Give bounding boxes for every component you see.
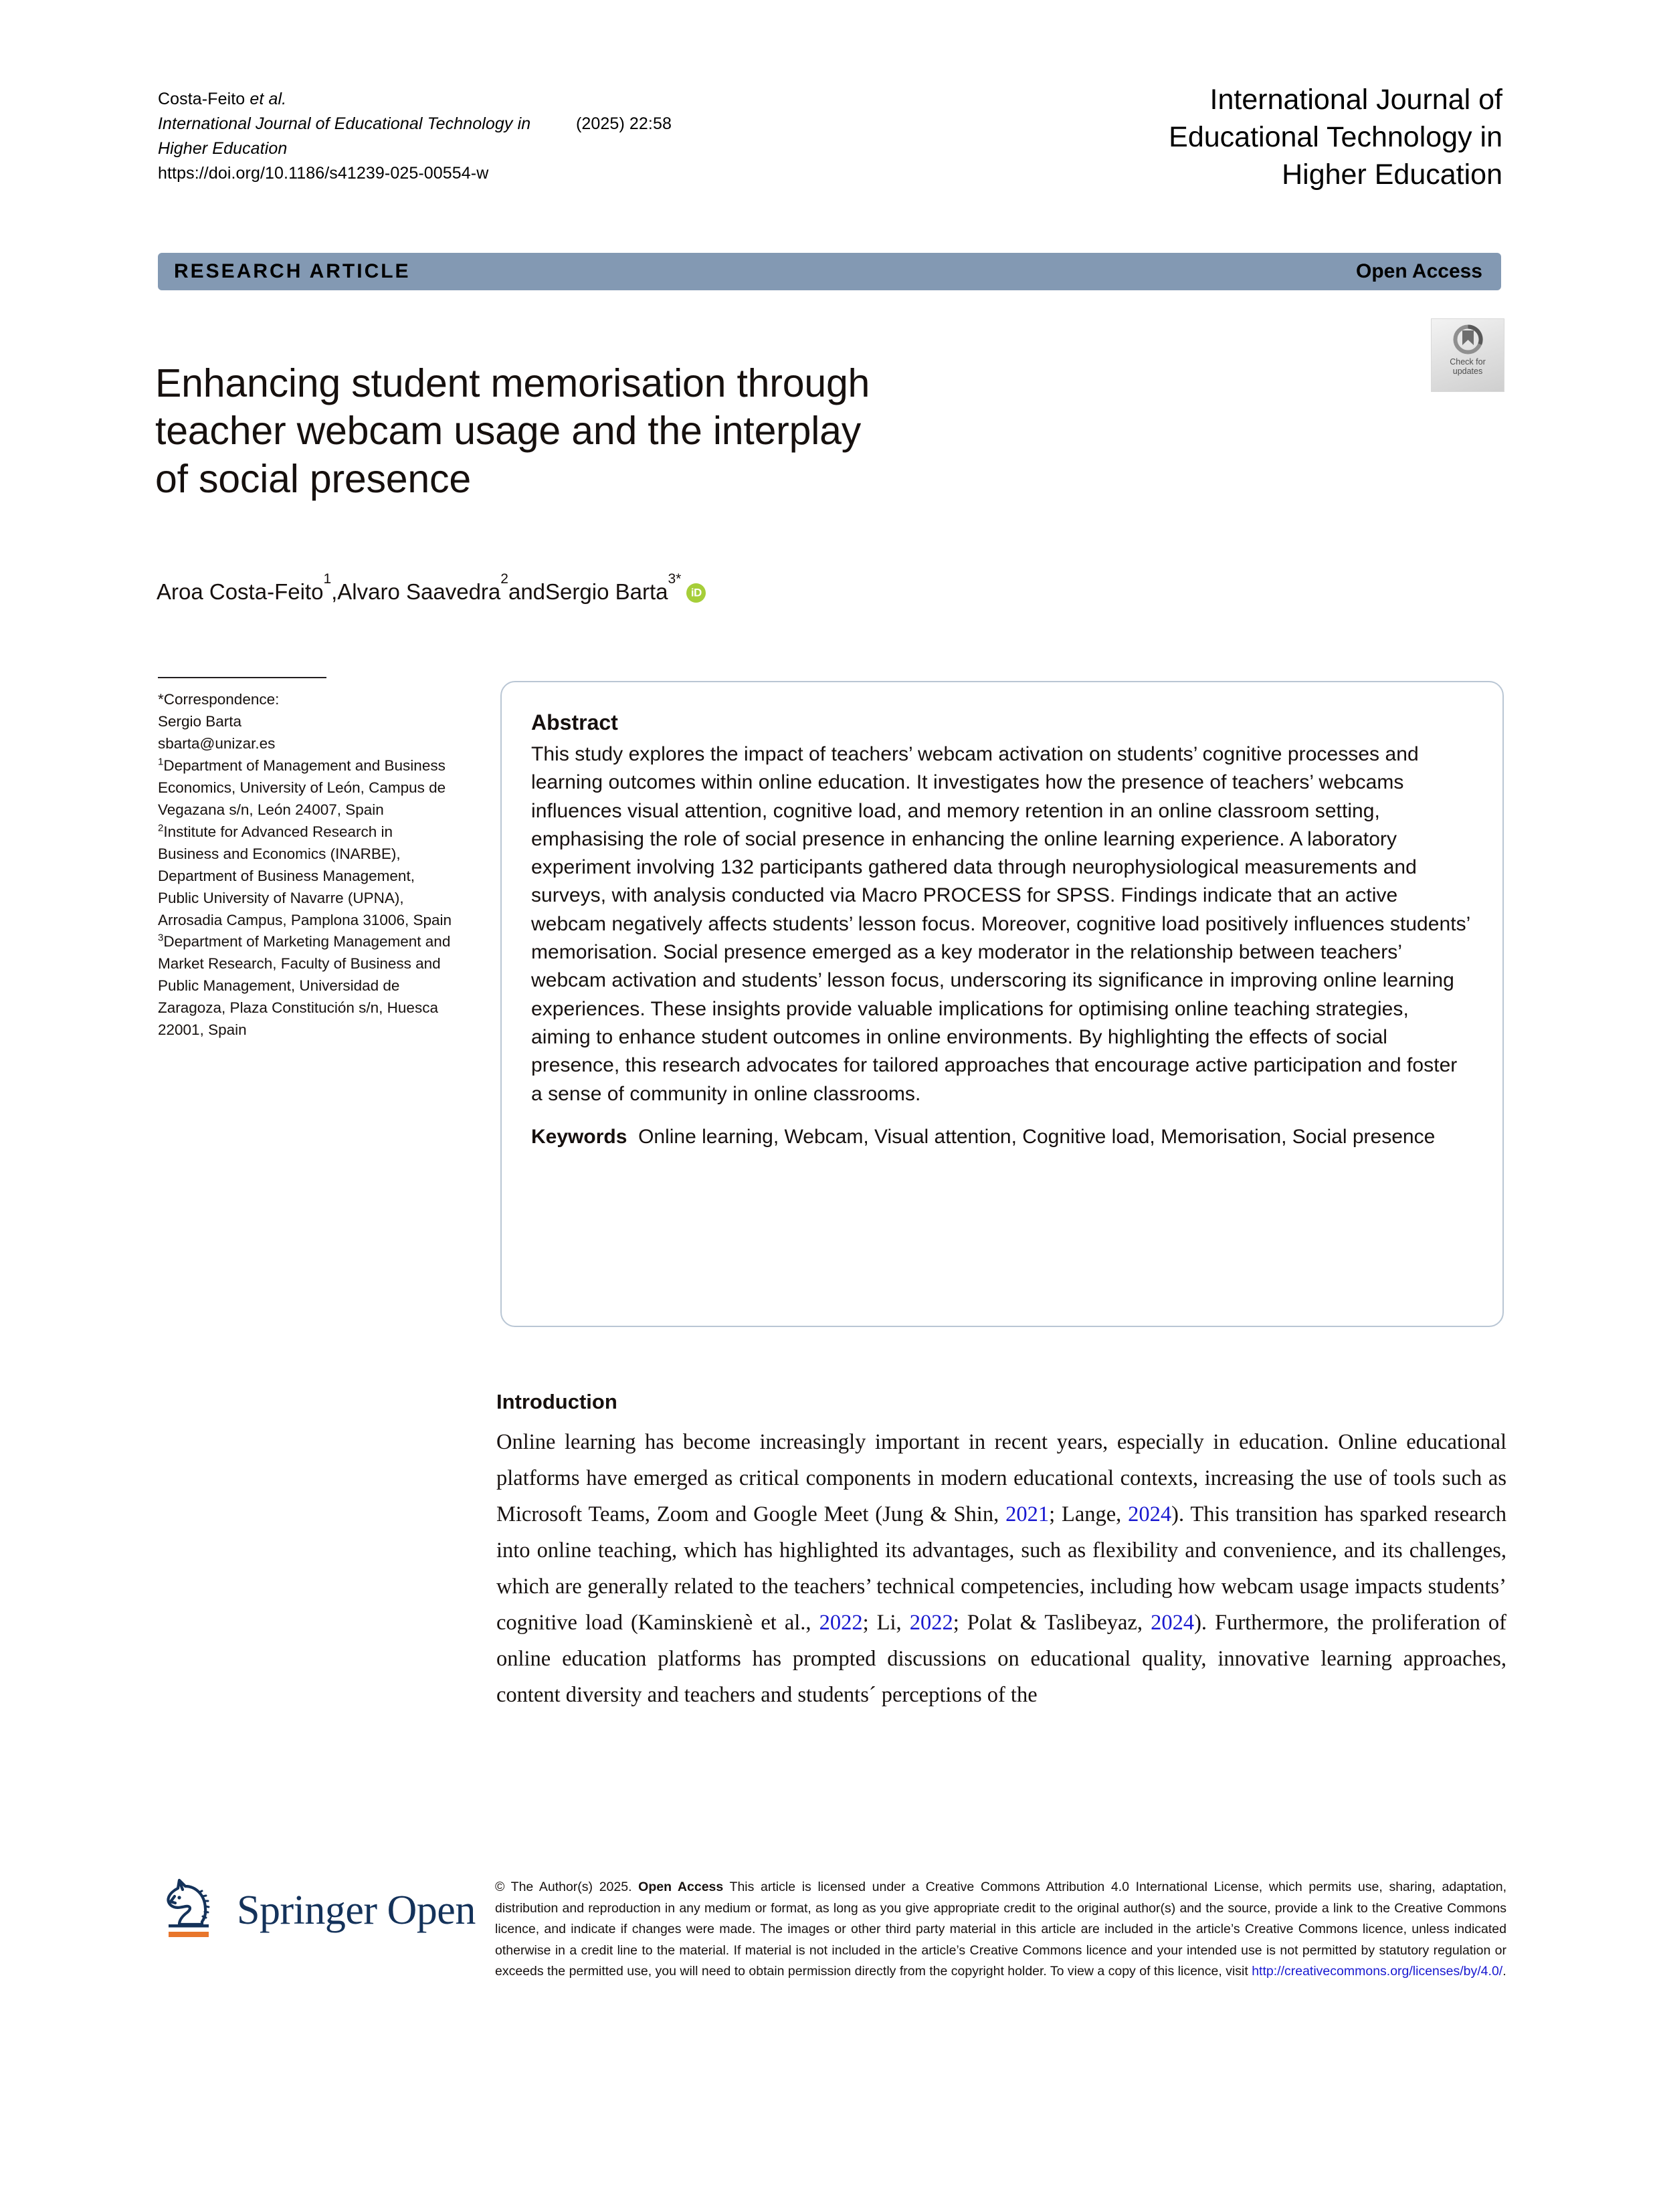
section-heading-introduction: Introduction [496,1390,617,1413]
license-copyright: © The Author(s) 2025. [495,1880,639,1894]
affiliation-3-marker: 3 [158,932,164,944]
intro-text-b: ; Lange, [1049,1502,1129,1526]
author-1[interactable]: Aroa Costa-Feito [157,579,324,604]
intro-text-d: ; Li, [862,1610,910,1635]
journal-title [1021,82,1502,194]
journal-title-line-2: Educational Technology in [1169,120,1502,153]
main-body-column [496,1390,1506,1714]
article-type-label: RESEARCH ARTICLE [174,260,411,282]
masthead [158,84,1502,194]
affiliation-1-marker: 1 [158,756,164,768]
correspondence-name: Sergio Barta [158,712,242,730]
running-author: Costa-Feito et al. [158,90,287,108]
volume-info: (2025) 22:58 [576,114,672,133]
open-access-label: Open Access [1356,260,1482,282]
check-for-updates-badge[interactable] [1431,318,1504,392]
license-url-link[interactable]: http://creativecommons.org/licenses/by/4.0/ [1252,1964,1503,1979]
correspondence-block [158,689,454,1041]
author-list: Aroa Costa-Feito 1 , Alvaro Saavedra 2 and Sergio Barta 3* iD [157,579,706,605]
license-period: . [1502,1964,1506,1979]
logo-open-text: Open [387,1887,476,1933]
page-title [155,360,1333,504]
citation-link-2[interactable]: 2024 [1128,1502,1172,1526]
springer-open-wordmark [237,1887,476,1934]
running-head [158,87,672,186]
author-2[interactable]: Alvaro Saavedra [337,579,501,604]
title-line-3: of social presence [155,457,471,502]
citation-link-5[interactable]: 2024 [1151,1610,1195,1635]
license-body: This article is licensed under a Creative Commons Attribution 4.0 International License, which permits use, sharing, adaptation, distribution and reproduction in any medium or format, as long as you give appropriate credit to the original author(s) and the source, provide a link to the Creative Commons licence, and indicate if changes were made. The images or other third party material in this article are included in the article’s Creative Commons licence, unless indicated otherwise in a credit line to the material. If material is not included in the article’s Creative Commons licence and your intended use is not permitted by statutory regulation or exceeds the permitted use, you will need to obtain permission directly from the copyright holder. To view a copy of this licence, visit [495,1880,1506,1979]
abstract-heading: Abstract [531,710,618,734]
journal-title-line-1: International Journal of [1209,84,1502,116]
author-separator-2: and [508,579,546,604]
citation-link-4[interactable]: 2022 [909,1610,953,1635]
article-type-banner [158,253,1501,290]
intro-text-a: Online learning has become increasingly important in recent years, especially in education. Online educational platforms have emerged as critical components in modern educational contexts, increasing the use of tools such as Microsoft Teams, Zoom and Google Meet (Jung & Shin, [496,1430,1506,1526]
license-open-access-label: Open Access [638,1880,724,1894]
affiliation-3 [158,931,454,1041]
keywords-list: Online learning, Webcam, Visual attention, Cognitive load, Memorisation, Social presence [638,1125,1436,1148]
keywords-block [531,1123,1473,1151]
correspondence-column [158,677,454,1041]
affiliation-2-marker: 2 [158,822,164,834]
badge-line-2: updates [1452,367,1483,376]
doi-text: https://doi.org/10.1186/s41239-025-00554-w [158,164,489,183]
orcid-label: iD [690,586,702,599]
intro-text-f: ). Furthermore, the proliferation of online education platforms has prompted discussions on educational quality, innovative learning approaches, content diversity and teachers and students´ perceptions of the [496,1610,1507,1707]
affiliation-1 [158,755,454,821]
correspondence-email[interactable]: sbarta@unizar.es [158,734,276,752]
abstract-text: This study explores the impact of teachers’ webcam activation on students’ cognitive processes and learning outcomes within online education. It investigates how the presence of teachers’ webcams influences visual attention, cognitive load, and memory retention in an online classroom setting, emphasising the role of social presence in enhancing the online learning experience. A laboratory experiment involving 132 participants gathered data through neurophysiological measurements and surveys, with analysis conducted via Macro PROCESS for SPSS. Findings indicate that an active webcam negatively affects students’ lesson focus. Moreover, cognitive load positively influences students’ memorisation. Social presence emerged as a key moderator in the relationship between teachers’ webcam activation and students’ lesson focus, underscoring its significance in improving online learning experiences. These insights provide valuable implications for optimising online teaching strategies, aiming to enhance student outcomes in online environments. By highlighting the effects of social presence, this research advocates for tailored approaches that encourage active participation and foster a sense of community in online classrooms. [531,743,1470,1105]
intro-text-c: ). This transition has sparked research into online teaching, which has highlighted its advantages, such as flexibility and convenience, and its challenges, which are generally related to the teachers’ technical competencies, including how webcam usage impacts students’ cognitive load (Kaminskienè et al., [496,1502,1507,1635]
affiliation-2-text: Institute for Advanced Research in Business and Economics (INARBE), Department of Business Management, Public University of Navarre (UPNA), Arrosadia Campus, Pamplona 31006, Spain [158,823,452,928]
crossmark-icon [1452,324,1484,355]
divider [158,677,326,678]
check-for-updates-text [1450,357,1486,376]
title-line-1: Enhancing student memorisation through [155,361,870,405]
introduction-paragraph [496,1425,1506,1714]
author-separator-1: , [331,579,338,604]
intro-text-e: ; Polat & Taslibeyaz, [953,1610,1151,1635]
citation-link-1[interactable]: 2021 [1005,1502,1050,1526]
springer-knight-icon [153,1874,227,1947]
correspondence-label: *Correspondence: [158,691,280,708]
author-3[interactable]: Sergio Barta [545,579,668,604]
keywords-label: Keywords [531,1125,627,1148]
citation-link-3[interactable]: 2022 [819,1610,863,1635]
logo-springer-text: Springer [237,1887,377,1933]
springer-open-logo [153,1870,476,1950]
running-journal-title: International Journal of Educational Technology in Higher Education [158,114,531,158]
abstract-box [500,681,1504,1327]
orcid-icon[interactable] [686,583,706,603]
journal-title-line-3: Higher Education [1282,158,1502,191]
title-line-2: teacher webcam usage and the interplay [155,409,862,454]
badge-line-1: Check for [1450,357,1486,367]
license-text [495,1877,1506,1983]
affiliation-3-text: Department of Marketing Management and Market Research, Faculty of Business and Public Management, Universidad de Zaragoza, Plaza Constitución s/n, Huesca 22001, Spain [158,933,451,1039]
affiliation-2 [158,821,454,932]
affiliation-1-text: Department of Management and Business Economics, University of León, Campus de Vegazana s/n, León 24007, Spain [158,757,446,818]
running-journal-line [158,112,672,161]
